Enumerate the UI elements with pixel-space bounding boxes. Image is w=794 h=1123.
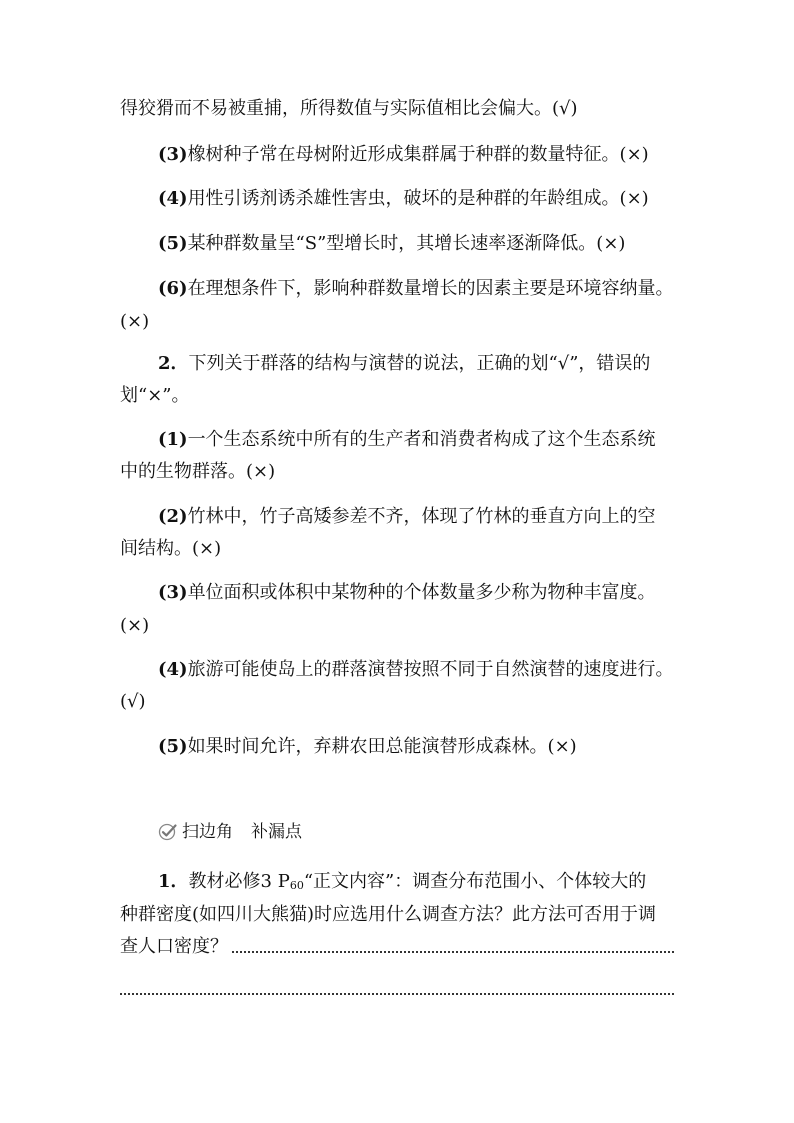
section-subtitle: 补漏点 <box>251 822 302 842</box>
question-1-line-1: 1．教材必修3 $P_{60}“$正文内容”：调查分布范围小、个体较大的 <box>158 871 647 892</box>
answer-blank-line-1[interactable] <box>232 951 674 953</box>
section-heading <box>158 820 302 844</box>
q2-item-2-cont: 间结构。(×) <box>120 538 222 559</box>
item-6: (6)在理想条件下，影响种群数量增长的因素主要是环境容纳量。 <box>158 278 674 299</box>
section-title: 扫边角 <box>182 822 233 842</box>
q2-item-1-cont: 中的生物群落。(×) <box>120 461 276 482</box>
question-2-heading-cont: 划“×”。 <box>120 385 190 406</box>
item-6-answer: (×) <box>120 311 150 332</box>
answer-blank-line-2[interactable] <box>120 993 674 995</box>
item-5: (5)某种群数量呈“S”型增长时，其增长速率逐渐降低。(×) <box>158 233 626 254</box>
question-1-line-3: 查人口密度？ <box>120 936 228 957</box>
q2-item-1: (1)一个生态系统中所有的生产者和消费者构成了这个生态系统 <box>158 429 656 450</box>
q2-item-5: (5)如果时间允许，弃耕农田总能演替形成森林。(×) <box>158 736 577 757</box>
q2-item-2: (2)竹林中，竹子高矮参差不齐，体现了竹林的垂直方向上的空 <box>158 506 656 527</box>
q2-item-3: (3)单位面积或体积中某物种的个体数量多少称为物种丰富度。 <box>158 582 656 603</box>
check-circle-icon <box>158 822 178 842</box>
question-1-line-2: 种群密度(如四川大熊猫)时应选用什么调查方法？此方法可否用于调 <box>120 904 657 925</box>
text-line-continuation: 得狡猾而不易被重捕，所得数值与实际值相比会偏大。(√) <box>120 98 578 119</box>
item-3: (3)橡树种子常在母树附近形成集群属于种群的数量特征。(×) <box>158 144 649 165</box>
q2-item-4: (4)旅游可能使岛上的群落演替按照不同于自然演替的速度进行。 <box>158 659 674 680</box>
q2-item-4-answer: (√) <box>120 691 146 712</box>
q2-item-3-answer: (×) <box>120 615 150 636</box>
item-4: (4)用性引诱剂诱杀雄性害虫，破坏的是种群的年龄组成。(×) <box>158 188 649 209</box>
question-2-heading: 2．下列关于群落的结构与演替的说法，正确的划“√”，错误的 <box>158 353 651 374</box>
